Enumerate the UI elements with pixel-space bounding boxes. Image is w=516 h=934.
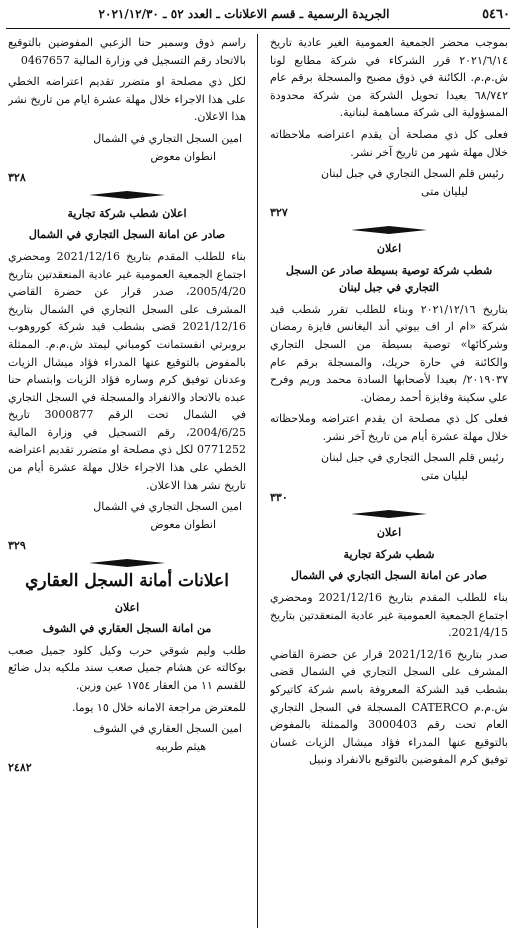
notice-heading: من امانة السجل العقاري في الشوف bbox=[42, 622, 212, 636]
gazette-title: الجريدة الرسمية ـ قسم الاعلانات ـ العدد ٥٢ ـ ٢٠٢١/١٢/٣٠ bbox=[98, 7, 390, 22]
notice-objection: لكل ذي مصلحة او متضرر تقديم اعتراضه الخطي على هذا الاجراء خلال مهلة عشرة ايام من تاريخ نشر هذا الاعلان. bbox=[8, 75, 246, 124]
notice-body: راسم ذوق وسمير حنا الزعبي المفوضين بالتوقيع بالاتحاد رقم التسجيل في وزارة المالية 0467657 bbox=[8, 36, 246, 67]
signer-name: هيثم طربيه bbox=[155, 739, 206, 753]
left-column bbox=[8, 34, 246, 928]
separator-ornament bbox=[351, 226, 427, 234]
notice-body: بتاريخ ٢٠٢١/١٢/١٦ وبناء للطلب تقرر شطب قيد شركة «ام ار اف بيوتي أند اليغانس فايزة رمضان وشركائها» توصية بسيطة من السجل التجاري والكائنة في حارة حريك، والمسجلة برقم عام ٢٠١٩٠٣٧/ بعيدا لأصحابها السادة محمد وريم وفرح علي سكينة وفايزة أحمد رمضان. bbox=[270, 302, 508, 404]
notice-caterco bbox=[270, 524, 508, 769]
notice-subheading: صادر عن امانة السجل التجاري في الشمال bbox=[28, 228, 226, 242]
notice-body: بموجب محضر الجمعية العمومية الغير عادية تاريخ ٢٠٢١/٦/١٤ قرر الشركاء في شركة مطابع لونا ش.م.م. الكائنة في ذوق مصبح والمسجلة برقم عام ٦٨/٧٤٢ بعيدا تحويل الشركة من شركة محدودة المسؤولية الى شركة مساهمة لبنانية. bbox=[270, 36, 508, 120]
signer-title: امين السجل التجاري في الشمال bbox=[93, 500, 242, 514]
signer-name: ليليان متى bbox=[421, 469, 468, 483]
page-number: ٥٤٦٠ bbox=[482, 7, 510, 23]
right-column bbox=[270, 34, 508, 928]
notice-objection: للمعترض مراجعة الامانه خلال ١٥ يوما. bbox=[71, 700, 246, 714]
notice-label: اعلان bbox=[114, 600, 140, 614]
column-divider bbox=[257, 34, 258, 928]
notice-328 bbox=[8, 34, 246, 199]
notice-label: اعلان bbox=[376, 526, 402, 540]
notice-number: ٣٣٠ bbox=[270, 490, 288, 504]
notice-number: ٣٢٩ bbox=[8, 539, 26, 553]
notice-body: بناء للطلب المقدم بتاريخ 2021/12/16 ومحضري اجتماع الجمعية العمومية غير عادية المنعقدتين بتاريخ 2005/4/20، صدر قرار عن حضرة القاضي المشرف على السجل التجاري في الشمال بتاريخ 2021/12/16 قضى بشطب قيد شركة كوروهوب بروبرتي انفستمانت كومباني ليمتد ش.م.م. الممثلة بالمفوض بالتوقيع عنها المدراء فؤاد ميشال الزيات وعدنان توفيق كرم وساره فؤاد الزيات وابتسام حنا عبده بالاتحاد والانفراد والمسجلة في السجل التجاري في الشمال تحت الرقم 3000877 تاريخ 2004/6/25، رقم التسجيل في وزارة المالية 0771252 لكل ذي مصلحة او متضرر تقديم اعتراضه الخطي على هذا الاجراء خلال مهلة عشرة أيام من تاريخ نشر هذا الاعلان. bbox=[8, 249, 246, 492]
separator-ornament bbox=[89, 559, 165, 567]
notice-heading: اعلان شطب شركة تجارية bbox=[67, 206, 187, 220]
notice-subheading: صادر عن امانة السجل التجاري في الشمال bbox=[290, 569, 488, 583]
notice-329 bbox=[8, 205, 246, 567]
signer-name: انطوان معوض bbox=[150, 149, 216, 163]
notice-2482 bbox=[8, 599, 246, 777]
page-header bbox=[6, 5, 510, 29]
signer-name: ليليان متى bbox=[421, 184, 468, 198]
signer-title: رئيس قلم السجل التجاري في جبل لبنان bbox=[321, 167, 504, 181]
notice-label: اعلان bbox=[376, 241, 402, 255]
notice-objection: فعلى كل ذي مصلحة أن يقدم اعتراضه ملاحظاته خلال مهلة شهر من تاريخ آخر نشر. bbox=[270, 127, 508, 159]
notice-body: بناء للطلب المقدم بتاريخ 2021/12/16 ومحضري اجتماع الجمعية العمومية غير عادية المنعقدتين بتاريخ 2021/4/15. bbox=[270, 591, 508, 640]
notice-number: ٣٢٨ bbox=[8, 171, 26, 185]
notice-heading: شطب شركة توصية بسيطة صادر عن السجل التجاري في جبل لبنان bbox=[285, 263, 493, 295]
notice-number: ٣٢٧ bbox=[270, 206, 288, 220]
notice-heading: شطب شركة تجارية bbox=[343, 547, 435, 561]
notice-330 bbox=[270, 240, 508, 518]
signer-title: امين السجل العقاري في الشوف bbox=[93, 722, 242, 736]
separator-ornament bbox=[351, 510, 427, 518]
notice-body-continued: صدر بتاريخ 2021/12/16 قرار عن حضرة القاضي المشرف على السجل التجاري في الشمال قضى بشطب قيد الشركة المعروفة باسم شركة كاتيركو ش.م.م CATERCO المسجلة في السجل التجاري العام تحت رقم 3000403 والممثلة بالمفوض بالتوقيع عنها المدراء فؤاد ميشال الزيات غسان توفيق كرم المفوضين بالتوقيع بالانفراد ونبيل bbox=[270, 647, 508, 767]
signer-title: امين السجل التجاري في الشمال bbox=[93, 131, 242, 145]
section-title: اعلانات أمانة السجل العقاري bbox=[25, 571, 229, 592]
notice-number: ٢٤٨٢ bbox=[8, 761, 32, 775]
signer-title: رئيس قلم السجل التجاري في جبل لبنان bbox=[321, 451, 504, 465]
signer-name: انطوان معوض bbox=[150, 517, 216, 531]
separator-ornament bbox=[89, 191, 165, 199]
notice-objection: فعلى كل ذي مصلحة ان يقدم اعتراضه وملاحظاته خلال مهلة عشرة أيام من تاريخ آخر نشر. bbox=[270, 412, 508, 443]
notice-327 bbox=[270, 34, 508, 234]
notice-body: طلب وليم شوقي حرب وكيل كلود جميل صعب بوكالته عن هشام جميل صعب سند ملكيه بدل ضائع للقسم ١١ من العقار ١٧٥٤ عين وزين. bbox=[8, 643, 246, 692]
